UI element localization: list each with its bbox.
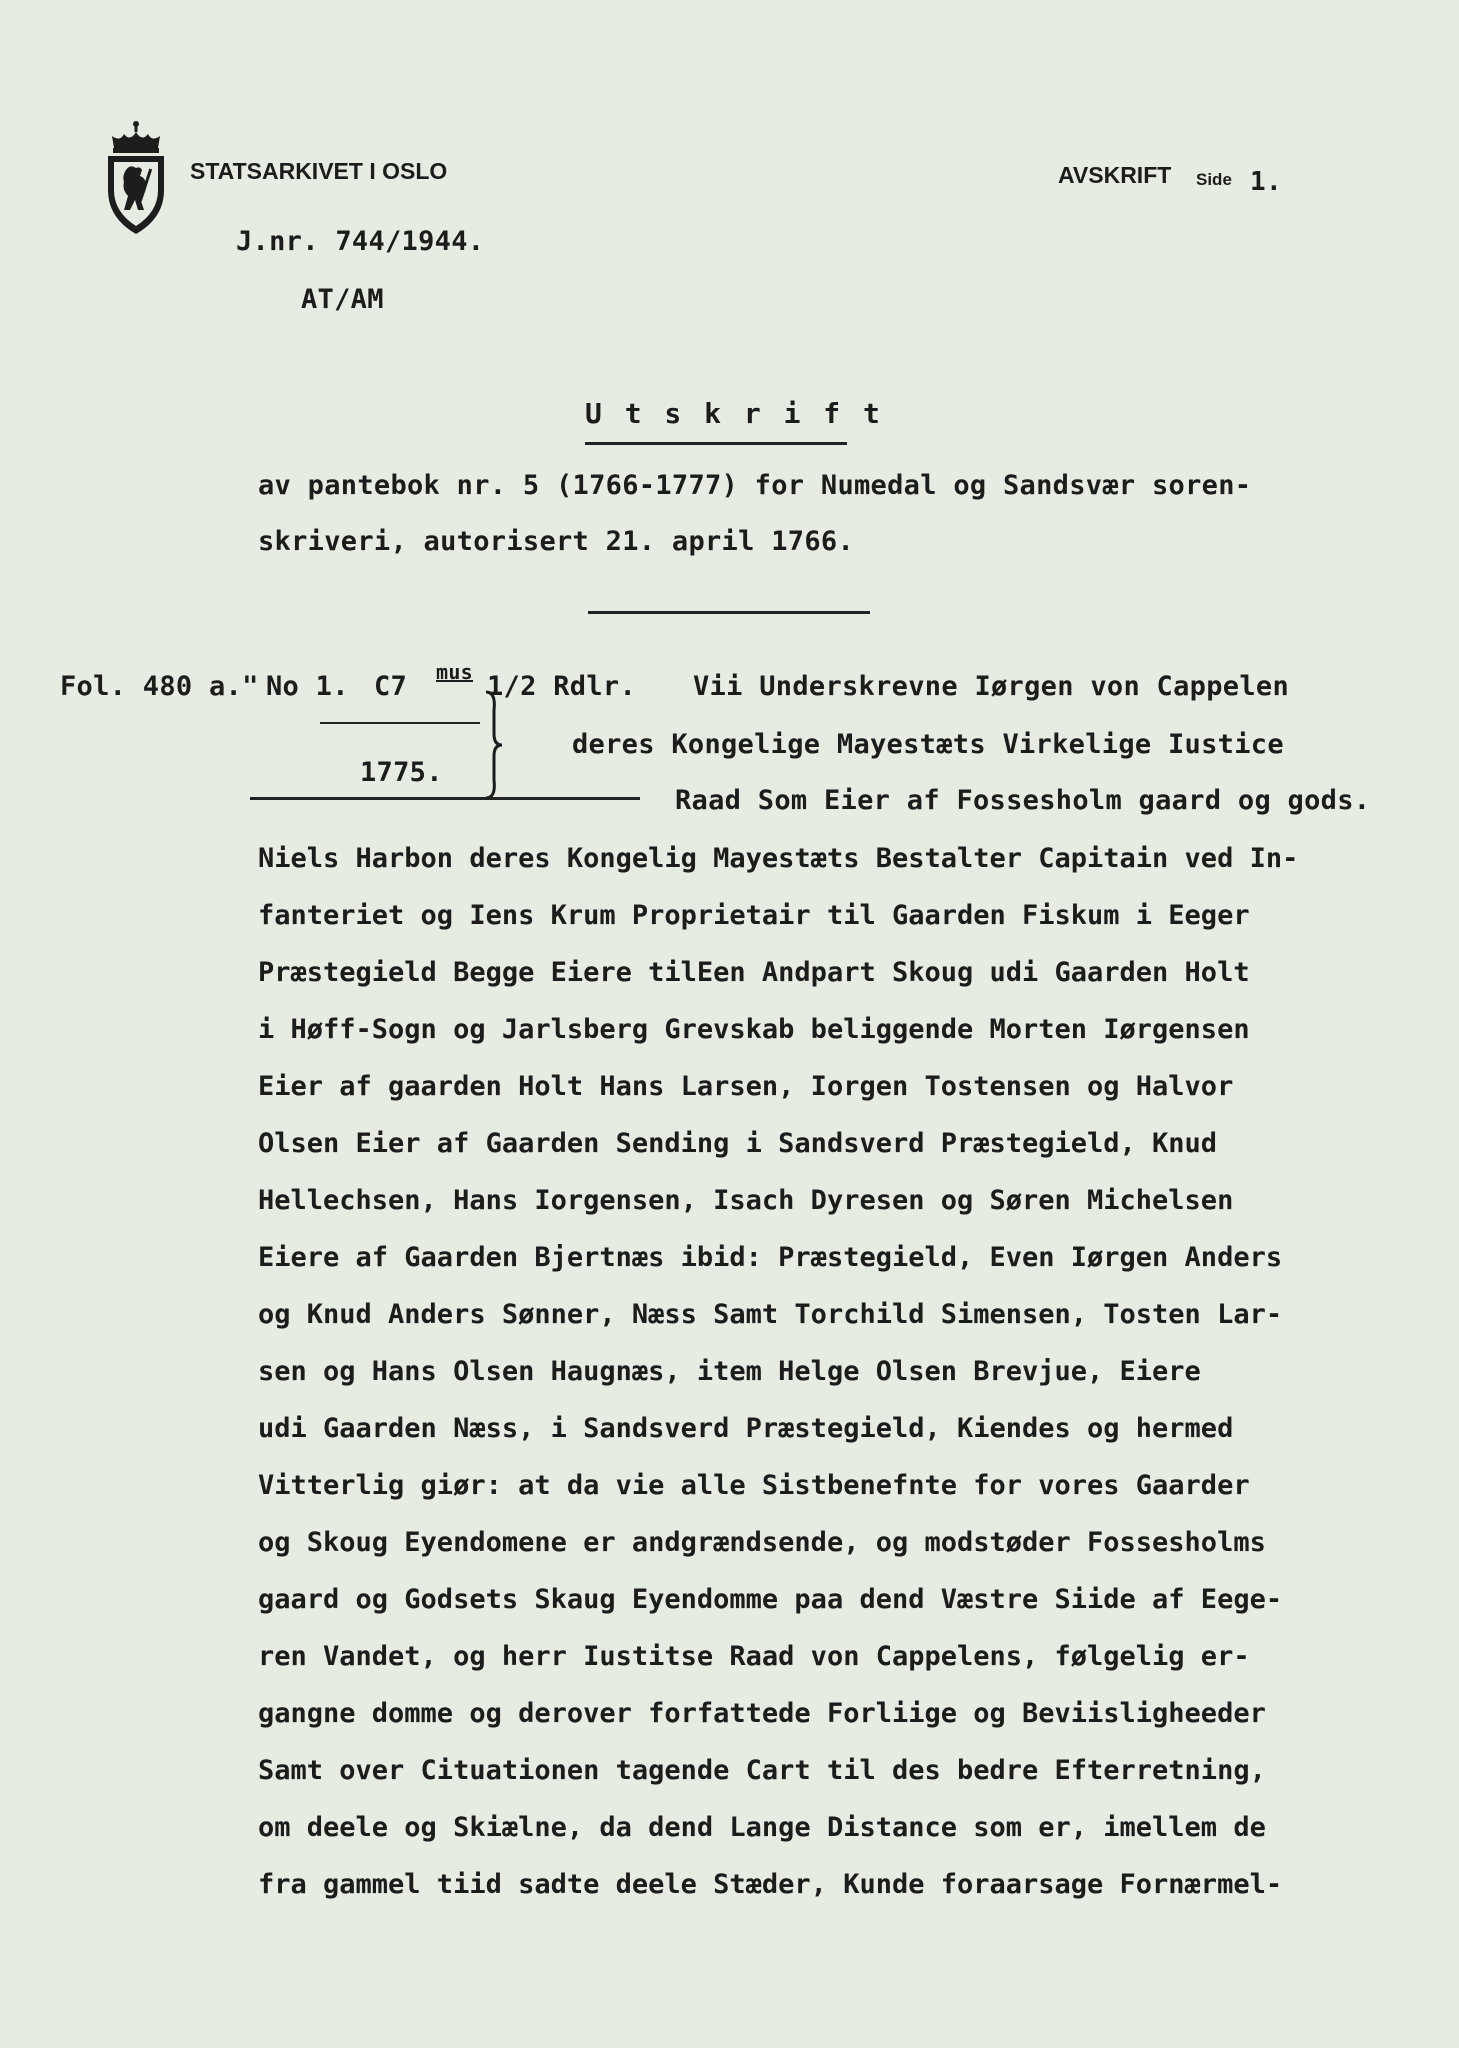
body-line: om deele og Skiælne, da dend Lange Distance som er, imellem de bbox=[258, 1812, 1266, 1843]
folio-reference: Fol. 480 a." bbox=[60, 671, 259, 702]
body-line: Niels Harbon deres Kongelig Mayestæts Bestalter Capitain ved In- bbox=[258, 843, 1299, 874]
amount-superscript: mus bbox=[436, 660, 474, 684]
initials: AT/AM bbox=[301, 284, 384, 315]
section-divider bbox=[588, 611, 870, 614]
institution-name: STATSARKIVET I OSLO bbox=[190, 158, 448, 184]
journal-number: J.nr. 744/1944. bbox=[236, 226, 485, 257]
entry-year: 1775. bbox=[360, 757, 443, 788]
entry-number: No 1. bbox=[266, 671, 349, 702]
title-underline bbox=[585, 442, 847, 445]
body-line: fanteriet og Iens Krum Proprietair til Gaarden Fiskum i Eeger bbox=[258, 900, 1250, 931]
body-line: ren Vandet, og herr Iustitse Raad von Cappelens, følgelig er- bbox=[258, 1641, 1250, 1672]
year-rule-top bbox=[320, 722, 480, 724]
body-line: Olsen Eier af Gaarden Sending i Sandsverd Præstegield, Knud bbox=[258, 1128, 1218, 1159]
body-line: udi Gaarden Næss, i Sandsverd Præstegield, Kiendes og hermed bbox=[258, 1413, 1234, 1444]
curly-brace-icon bbox=[482, 690, 506, 800]
body-line: og Skoug Eyendomene er andgrændsende, og modstøder Fossesholms bbox=[258, 1527, 1266, 1558]
body-line: Eier af gaarden Holt Hans Larsen, Iorgen Tostensen og Halvor bbox=[258, 1071, 1234, 1102]
amount-prefix: C7 bbox=[374, 671, 408, 702]
body-line: gangne domme og derover forfattede Forliige og Beviisligheeder bbox=[258, 1698, 1266, 1729]
body-line: Hellechsen, Hans Iorgensen, Isach Dyresen og Søren Michelsen bbox=[258, 1185, 1234, 1216]
page-label: Side bbox=[1196, 170, 1232, 189]
amount-value: 1/2 Rdlr. bbox=[487, 671, 636, 702]
body-line: sen og Hans Olsen Haugnæs, item Helge Olsen Brevjue, Eiere bbox=[258, 1356, 1201, 1387]
body-line: gaard og Godsets Skaug Eyendomme paa dend Væstre Siide af Eege- bbox=[258, 1584, 1283, 1615]
body-line: Vitterlig giør: at da vie alle Sistbenefnte for vores Gaarder bbox=[258, 1470, 1250, 1501]
entry-line: Raad Som Eier af Fossesholm gaard og gods. bbox=[675, 785, 1371, 816]
entry-line: Vii Underskrevne Iørgen von Cappelen bbox=[693, 671, 1289, 702]
entry-rule-bottom bbox=[250, 797, 640, 800]
body-line: fra gammel tiid sadte deele Stæder, Kunde foraarsage Fornærmel- bbox=[258, 1869, 1283, 1900]
coat-of-arms-icon bbox=[100, 118, 172, 238]
body-line: i Høff-Sogn og Jarlsberg Grevskab beliggende Morten Iørgensen bbox=[258, 1014, 1250, 1045]
entry-line: deres Kongelige Mayestæts Virkelige Iustice bbox=[572, 729, 1284, 760]
body-line: og Knud Anders Sønner, Næss Samt Torchild Simensen, Tosten Lar- bbox=[258, 1299, 1283, 1330]
body-line: Præstegield Begge Eiere tilEen Andpart Skoug udi Gaarden Holt bbox=[258, 957, 1250, 988]
body-line: Eiere af Gaarden Bjertnæs ibid: Præstegield, Even Iørgen Anders bbox=[258, 1242, 1283, 1273]
subtitle-line: av pantebok nr. 5 (1766-1777) for Numedal og Sandsvær soren- bbox=[258, 470, 1252, 501]
body-line: Samt over Cituationen tagende Cart til des bedre Efterretning, bbox=[258, 1755, 1266, 1786]
subtitle-line: skriveri, autorisert 21. april 1766. bbox=[258, 526, 854, 557]
page-number: 1. bbox=[1250, 167, 1282, 197]
document-title: U t s k r i f t bbox=[585, 397, 883, 430]
document-type: AVSKRIFT bbox=[1058, 162, 1172, 188]
